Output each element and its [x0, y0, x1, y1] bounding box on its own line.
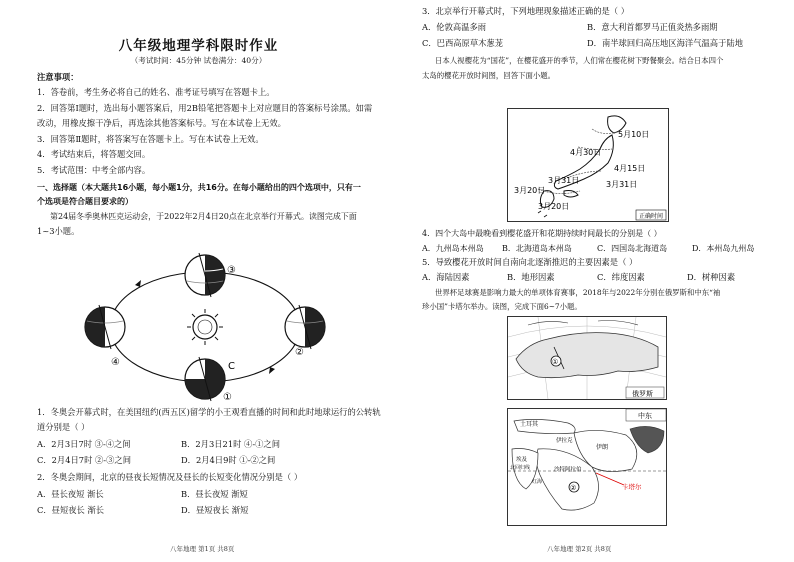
orbit-arrow [135, 280, 141, 287]
label-1: ① [223, 392, 232, 403]
saudi-label: 沙特阿拉伯 [554, 467, 582, 473]
q5-option-c: C．纬度因素 [597, 272, 645, 282]
red-sea-label: 红海 [532, 479, 543, 485]
q1-option-a: A．2月3日7时 ③-④之间 [37, 439, 131, 449]
date-label: 3月31日 [548, 176, 580, 185]
iraq-label: 伊拉克 [556, 438, 573, 444]
intro-winter-olympics: 第24届冬季奥林匹克运动会，于2022年2月4日20点在北京举行开幕式。读图完成下面 [50, 212, 357, 221]
japan-sakura-map [507, 108, 669, 222]
intro-world-cup: 世界杯足球赛是影响力最大的单项体育赛事，2018年与2022年分别在俄罗斯和中东“袖 [435, 288, 721, 297]
footer-page-1: 八年地理 第1页 共8页 [170, 545, 235, 553]
intro-world-cup-cont: 珍小国”卡塔尔举办。读图，完成下面6~7小题。 [422, 302, 582, 311]
intro-winter-olympics-cont: 1~3小题。 [37, 226, 80, 236]
middle-east-map [507, 408, 667, 526]
question-1-cont: 道分别是（ ） [37, 422, 90, 432]
question-2: 2．冬奥会期间，北京的昼夜长短情况及昼长的长短变化情况分别是（ ） [37, 472, 303, 482]
q1-option-d: D．2月4日9时 ①-②之间 [181, 455, 276, 465]
q5-option-d: D．树种因素 [687, 272, 736, 282]
q3-option-b: B．意大利首都罗马正值炎热多雨期 [587, 22, 718, 32]
intro-sakura-cont: 太岛的樱花开放时间图，回答下面小题。 [422, 71, 556, 80]
date-label: 5月10日 [618, 130, 650, 139]
notice-1: 1．答卷前，考生务必将自己的姓名、准考证号填写在答题卡上。 [37, 87, 275, 97]
earth-position-4 [85, 305, 125, 349]
label-4: ④ [111, 357, 120, 368]
exam-info: （考试时间：45分钟 试卷满分：40分） [130, 56, 267, 65]
earth-position-1 [185, 357, 225, 401]
q5-option-a: A．海陆因素 [422, 272, 470, 282]
question-5: 5．导致樱花开放时间自南向北逐渐推迟的主要因素是（ ） [422, 257, 638, 267]
q4-option-a: A．九州岛本州岛 [422, 244, 484, 253]
middle-east-title: 中东 [638, 412, 652, 420]
russia-map [507, 316, 667, 400]
notice-3: 3．回答第Ⅱ题时，将答案写在答题卡上。写在本试卷上无效。 [37, 134, 264, 144]
label-3: ③ [227, 265, 236, 276]
orbit-arrow [269, 367, 275, 374]
q4-option-b: B．北海道岛本州岛 [502, 244, 572, 253]
marker-1: ① [552, 358, 559, 366]
marker-2: ② [570, 484, 577, 492]
question-3: 3．北京举行开幕式时，下列地理现象描述正确的是（ ） [422, 6, 630, 16]
egypt-label: 埃及 [516, 457, 528, 463]
date-label: 3月20日 [538, 202, 570, 211]
question-4: 4．四个大岛中最晚看到樱花盛开和花期持续时间最长的分别是（ ） [422, 229, 662, 238]
date-label: 3月31日 [606, 180, 638, 189]
earth-orbit-diagram [75, 245, 335, 405]
q1-option-b: B．2月3日21时 ④-①之间 [181, 439, 281, 449]
q2-option-c: C．昼短夜长 渐长 [37, 505, 105, 515]
section-heading: 一、选择题（本大题共16小题，每小题1分，共16分。在每小题给出的四个选项中，只有一 [37, 183, 361, 192]
label-2: ② [295, 347, 304, 358]
qatar-label: 卡塔尔 [622, 483, 642, 491]
date-label: 4月15日 [614, 164, 646, 173]
page-title: 八年级地理学科限时作业 [118, 38, 279, 54]
section-heading-cont: 个选项是符合题目要求的） [37, 197, 133, 206]
tropic-label: 北回归线 [510, 465, 531, 471]
intro-sakura: 日本人视樱花为“国花”，在樱花盛开的季节，人们常在樱花树下野餐聚会。结合日本四个 [435, 56, 724, 65]
label-c: C [228, 361, 235, 372]
notice-5: 5．考试范围：中考全部内容。 [37, 165, 151, 175]
iran-label: 伊朗 [596, 444, 609, 451]
date-label: 4月30日 [570, 148, 602, 157]
q4-option-c: C．四国岛北海道岛 [597, 244, 668, 253]
date-label: 3月20日 [514, 186, 546, 195]
q2-option-a: A．昼长夜短 渐长 [37, 489, 104, 499]
sun-icon [187, 309, 223, 345]
notice-4: 4．考试结束后，将答题交回。 [37, 149, 151, 159]
earth-position-3 [185, 253, 225, 297]
q2-option-d: D．昼短夜长 渐短 [181, 505, 249, 515]
q3-option-d: D．南半球回归高压地区海洋气温高于陆地 [587, 38, 743, 48]
turkey-label: 土耳其 [520, 421, 539, 428]
q5-option-b: B．地形因素 [507, 272, 555, 282]
russia-label: 俄罗斯 [632, 390, 653, 398]
q3-option-c: C．巴西高原草木葱茏 [422, 38, 504, 48]
map-stamp-text: 正确时间 [639, 213, 664, 220]
notice-2-cont: 改动，用橡皮擦干净后，再选涂其他答案标号。写在本试卷上无效。 [37, 118, 286, 128]
q1-option-c: C．2月4日7时 ②-③之间 [37, 455, 132, 465]
question-1: 1．冬奥会开幕式时，在美国纽约(西五区)留学的小王观看直播的时间和此时地球运行的公转轨 [37, 407, 381, 417]
earth-position-2 [285, 305, 325, 349]
q3-option-a: A．伦敦高温多雨 [422, 22, 487, 32]
q2-option-b: B．昼长夜短 渐短 [181, 489, 248, 499]
notice-2: 2．回答第Ⅰ题时，选出每小题答案后，用2B铅笔把答题卡上对应题目的答案标号涂黑。如需 [37, 103, 373, 113]
page-right [397, 0, 794, 562]
q4-option-d: D．本州岛九州岛 [692, 244, 755, 253]
footer-page-2: 八年地理 第2页 共8页 [547, 545, 612, 553]
notice-heading: 注意事项： [37, 72, 79, 82]
